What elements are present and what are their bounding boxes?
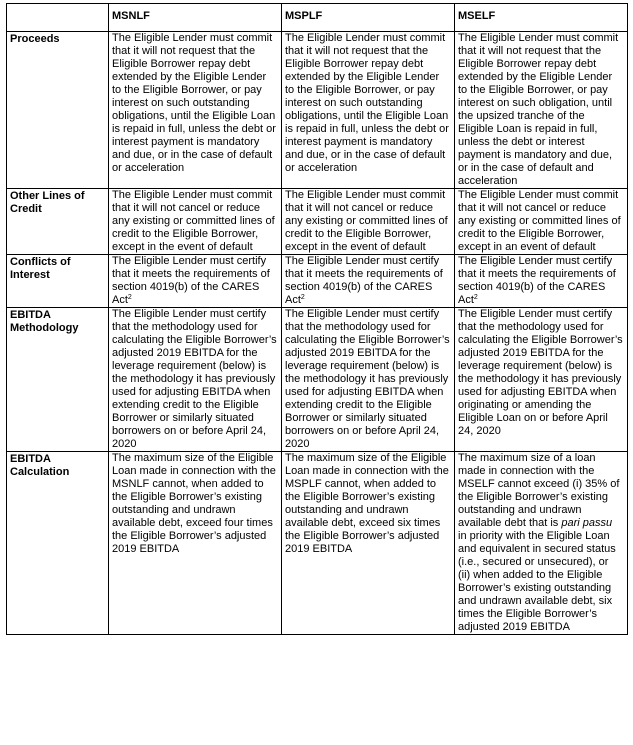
- cell-credit-msnlf: The Eligible Lender must commit that it will not cancel or reduce any existing or committed lines of credit to the Eligible Borrower, except in the event of default: [109, 189, 282, 255]
- cell-credit-msplf: The Eligible Lender must commit that it will not cancel or reduce any existing or committed lines of credit to the Eligible Borrower, except in the event of default: [282, 189, 455, 255]
- cell-conflicts-mself: [455, 255, 628, 308]
- header-cell-msnlf: MSNLF: [109, 4, 282, 32]
- header-row: [7, 4, 628, 32]
- cell-text: The Eligible Lender must certify that it meets the requirements of section 4019(b) of the CARES Act: [112, 255, 270, 306]
- cell-text: The Eligible Lender must certify that it meets the requirements of section 4019(b) of the CARES Act: [285, 255, 443, 306]
- cell-methodology-msnlf: The Eligible Lender must certify that the methodology used for calculating the Eligible Borrower’s adjusted 2019 EBITDA for the leverage requirement (below) is the methodology it has previously used for adjusting EBITDA when extending credit to the Eligible Borrower or similarly situated borrowers on or before April 24, 2020: [109, 308, 282, 452]
- cell-calculation-mself: [455, 452, 628, 635]
- cell-conflicts-msnlf: [109, 255, 282, 308]
- footnote-ref: 2: [300, 294, 305, 301]
- cell-conflicts-msplf: [282, 255, 455, 308]
- row-label-ebitda-methodology: EBITDA Methodology: [7, 308, 109, 452]
- row-label-proceeds: Proceeds: [7, 32, 109, 189]
- row-proceeds: [7, 32, 628, 189]
- cell-calculation-msnlf: The maximum size of the Eligible Loan made in connection with the MSNLF cannot, when added to the Eligible Borrower’s existing outstanding and undrawn available debt, exceed four times the Eligible Borrower’s adjusted 2019 EBITDA: [109, 452, 282, 635]
- cell-calculation-msplf: The maximum size of the Eligible Loan made in connection with the MSPLF cannot, when added to the Eligible Borrower’s existing outstanding and undrawn available debt, exceed six times the Eligible Borrower’s adjusted 2019 EBITDA: [282, 452, 455, 635]
- row-conflicts-of-interest: [7, 255, 628, 308]
- cell-text-italic: pari passu: [561, 517, 613, 529]
- footnote-ref: 2: [473, 294, 478, 301]
- row-label-ebitda-calculation: EBITDA Calculation: [7, 452, 109, 635]
- header-cell-mself: MSELF: [455, 4, 628, 32]
- header-cell-msplf: MSPLF: [282, 4, 455, 32]
- cell-methodology-mself: The Eligible Lender must certify that the methodology used for calculating the Eligible Borrower’s adjusted 2019 EBITDA for the leverage requirement (below) is the methodology it has previously used for adjusting EBITDA when originating or amending the Eligible Loan on or before April 24, 2020: [455, 308, 628, 452]
- cell-proceeds-mself: The Eligible Lender must commit that it will not request that the Eligible Borrower repay debt extended by the Eligible Lender to the Eligible Borrower, or pay interest on such obligation, until the upsized tranche of the Eligible Loan is repaid in full, unless the debt or interest payment is mandatory and due, or in the case of default and acceleration: [455, 32, 628, 189]
- header-cell-blank: [7, 4, 109, 32]
- cell-text: The Eligible Lender must certify that it meets the requirements of section 4019(b) of the CARES Act: [458, 255, 616, 306]
- row-other-lines-of-credit: [7, 189, 628, 255]
- footnote-ref: 2: [127, 294, 132, 301]
- row-label-other-lines-of-credit: Other Lines of Credit: [7, 189, 109, 255]
- cell-text-post: in priority with the Eligible Loan and equivalent in secured status (i.e., secured or unsecured), or (ii) when added to the Eligible Borrower’s existing outstanding and undrawn available debt, six times the Eligible Borrower’s adjusted 2019 EBITDA: [458, 530, 616, 633]
- row-ebitda-calculation: [7, 452, 628, 635]
- cell-credit-mself: The Eligible Lender must commit that it will not cancel or reduce any existing or committed lines of credit to the Eligible Borrower, except in an event of default: [455, 189, 628, 255]
- comparison-table: [6, 3, 628, 635]
- cell-methodology-msplf: The Eligible Lender must certify that the methodology used for calculating the Eligible Borrower’s adjusted 2019 EBITDA for the leverage requirement (below) is the methodology it has previously used for adjusting EBITDA when extending credit to the Eligible Borrower or similarly situated borrowers on or before April 24, 2020: [282, 308, 455, 452]
- row-label-conflicts-of-interest: Conflicts of Interest: [7, 255, 109, 308]
- cell-proceeds-msnlf: The Eligible Lender must commit that it will not request that the Eligible Borrower repay debt extended by the Eligible Lender to the Eligible Borrower, or pay interest on such outstanding obligations, until the Eligible Loan is repaid in full, unless the debt or interest payment is mandatory and due, or in the case of default or acceleration: [109, 32, 282, 189]
- row-ebitda-methodology: [7, 308, 628, 452]
- cell-text-pre: The maximum size of a loan made in connection with the MSELF cannot exceed (i) 35% of the Eligible Borrower’s existing outstanding and undrawn available debt that is: [458, 452, 620, 529]
- cell-proceeds-msplf: The Eligible Lender must commit that it will not request that the Eligible Borrower repay debt extended by the Eligible Lender to the Eligible Borrower, or pay interest on such outstanding obligations, until the Eligible Loan is repaid in full, unless the debt or interest payment is mandatory and due, or in the case of default or acceleration: [282, 32, 455, 189]
